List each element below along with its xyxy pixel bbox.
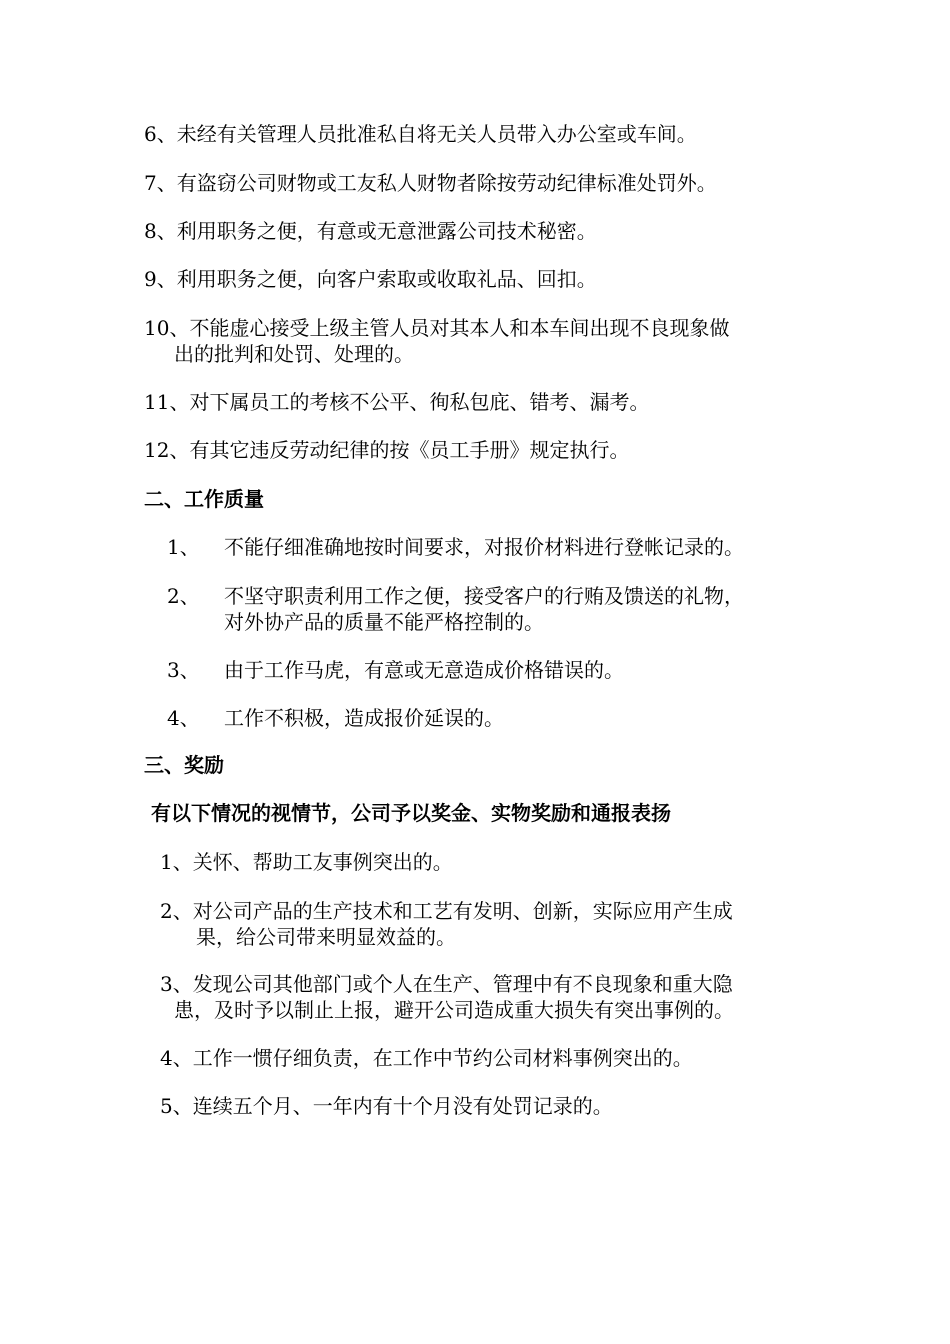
- item-number: 4、: [167, 706, 200, 730]
- list-item: 5、连续五个月、一年内有十个月没有处罚记录的。: [160, 1094, 613, 1118]
- list-item: 4、工作一惯仔细负责，在工作中节约公司材料事例突出的。: [160, 1046, 693, 1070]
- list-item: 2、对公司产品的生产技术和工艺有发明、创新，实际应用产生成: [160, 899, 733, 923]
- item-text: 不坚守职责利用工作之便，接受客户的行贿及馈送的礼物，: [224, 584, 744, 608]
- list-item: 3、发现公司其他部门或个人在生产、管理中有不良现象和重大隐: [160, 972, 733, 996]
- list-item: 11、对下属员工的考核不公平、徇私包庇、错考、漏考。: [144, 390, 650, 414]
- section-heading: 二、工作质量: [144, 487, 264, 511]
- list-item: [167, 534, 744, 560]
- list-item: 7、有盗窃公司财物或工友私人财物者除按劳动纪律标准处罚外。: [144, 171, 717, 195]
- list-item: [167, 583, 744, 609]
- list-item: [167, 657, 624, 683]
- list-item-continuation: 患，及时予以制止上报，避开公司造成重大损失有突出事例的。: [174, 998, 734, 1022]
- item-number: 2、: [167, 584, 200, 608]
- item-text: 工作不积极，造成报价延误的。: [224, 706, 504, 730]
- list-item: [167, 705, 504, 731]
- list-item-continuation: 出的批判和处罚、处理的。: [174, 342, 414, 366]
- item-number: 3、: [167, 658, 200, 682]
- list-item: 8、利用职务之便，有意或无意泄露公司技术秘密。: [144, 219, 597, 243]
- list-item-continuation: 对外协产品的质量不能严格控制的。: [224, 610, 544, 634]
- list-item: 1、关怀、帮助工友事例突出的。: [160, 850, 453, 874]
- item-text: 不能仔细准确地按时间要求，对报价材料进行登帐记录的。: [224, 535, 744, 559]
- section-heading: 三、奖励: [144, 753, 224, 777]
- item-text: 由于工作马虎，有意或无意造成价格错误的。: [224, 658, 624, 682]
- list-item: 6、未经有关管理人员批准私自将无关人员带入办公室或车间。: [144, 122, 697, 146]
- list-item: 9、利用职务之便，向客户索取或收取礼品、回扣。: [144, 267, 597, 291]
- list-item: 12、有其它违反劳动纪律的按《员工手册》规定执行。: [144, 438, 630, 462]
- item-number: 1、: [167, 535, 200, 559]
- list-item-continuation: 果，给公司带来明显效益的。: [196, 925, 456, 949]
- section-intro: 有以下情况的视情节，公司予以奖金、实物奖励和通报表扬: [151, 801, 671, 825]
- list-item: 10、不能虚心接受上级主管人员对其本人和本车间出现不良现象做: [144, 316, 730, 340]
